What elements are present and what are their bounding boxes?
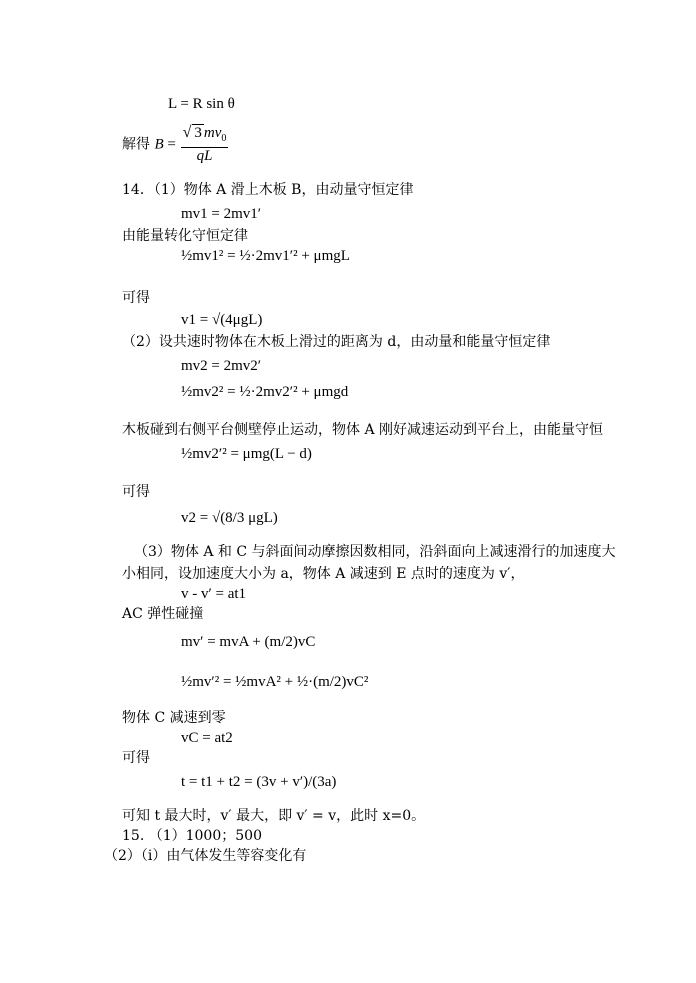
text-board-stops: 木板碰到右侧平台侧壁停止运动，物体 A 刚好减速运动到平台上，由能量守恒 (122, 422, 604, 438)
equation-B-prefix: 解得 (122, 136, 155, 153)
text-elastic-collision: AC 弹性碰撞 (122, 606, 204, 622)
paragraph-part3-line1: （3）物体 A 和 C 与斜面间动摩擦因数相同，沿斜面向上减速滑行的加速度大 (134, 544, 616, 560)
eq-deceleration: v - v′ = at1 (181, 586, 247, 602)
equation-L: L = R sin θ (168, 96, 235, 112)
eq-v2: v2 = √(8/3 μgL) (181, 510, 278, 526)
eq-total-time: t = t1 + t2 = (3v + v′)/(3a) (181, 774, 337, 790)
eq-momentum-1: mv1 = 2mv1′ (181, 206, 262, 222)
text-therefore-1: 可得 (122, 290, 150, 306)
problem-15-part2: （2）（i）由气体发生等容变化有 (104, 848, 307, 864)
paragraph-part3-line2: 小相同，设加速度大小为 a，物体 A 减速到 E 点时的速度为 v′， (122, 566, 525, 582)
eq-vc: vC = at2 (181, 730, 233, 746)
text-therefore-2: 可得 (122, 484, 150, 500)
text-conclusion: 可知 t 最大时，v′ 最大，即 v′ = v，此时 x=0。 (122, 808, 426, 824)
problem-14-heading: 14．（1）物体 A 滑上木板 B，由动量守恒定律 (122, 182, 414, 198)
problem-15-heading: 15. （1）1000；500 (122, 828, 262, 844)
text-energy-conservation: 由能量转化守恒定律 (122, 228, 248, 244)
equation-B: 解得 B = $\frac{√ 3 mv_0}{qL}$ (122, 124, 227, 164)
eq-momentum-2: mv2 = 2mv2′ (181, 358, 262, 374)
eq-energy-3: ½mv2′² = μmg(L − d) (181, 446, 312, 462)
text-c-decelerates: 物体 C 减速到零 (122, 710, 226, 726)
eq-v1: v1 = √(4μgL) (181, 312, 263, 328)
eq-energy-1: ½mv1² = ½·2mv1′² + μmgL (181, 248, 350, 264)
problem-14-part2-heading: （2）设共速时物体在木板上滑过的距离为 d，由动量和能量守恒定律 (122, 334, 551, 350)
eq-energy-2: ½mv2² = ½·2mv2′² + μmgd (181, 384, 349, 400)
eq-collision-energy: ½mv′² = ½mvA² + ½·(m/2)vC² (181, 674, 369, 690)
text-therefore-3: 可得 (122, 750, 150, 766)
eq-collision-momentum: mv′ = mvA + (m/2)vC (181, 634, 316, 650)
